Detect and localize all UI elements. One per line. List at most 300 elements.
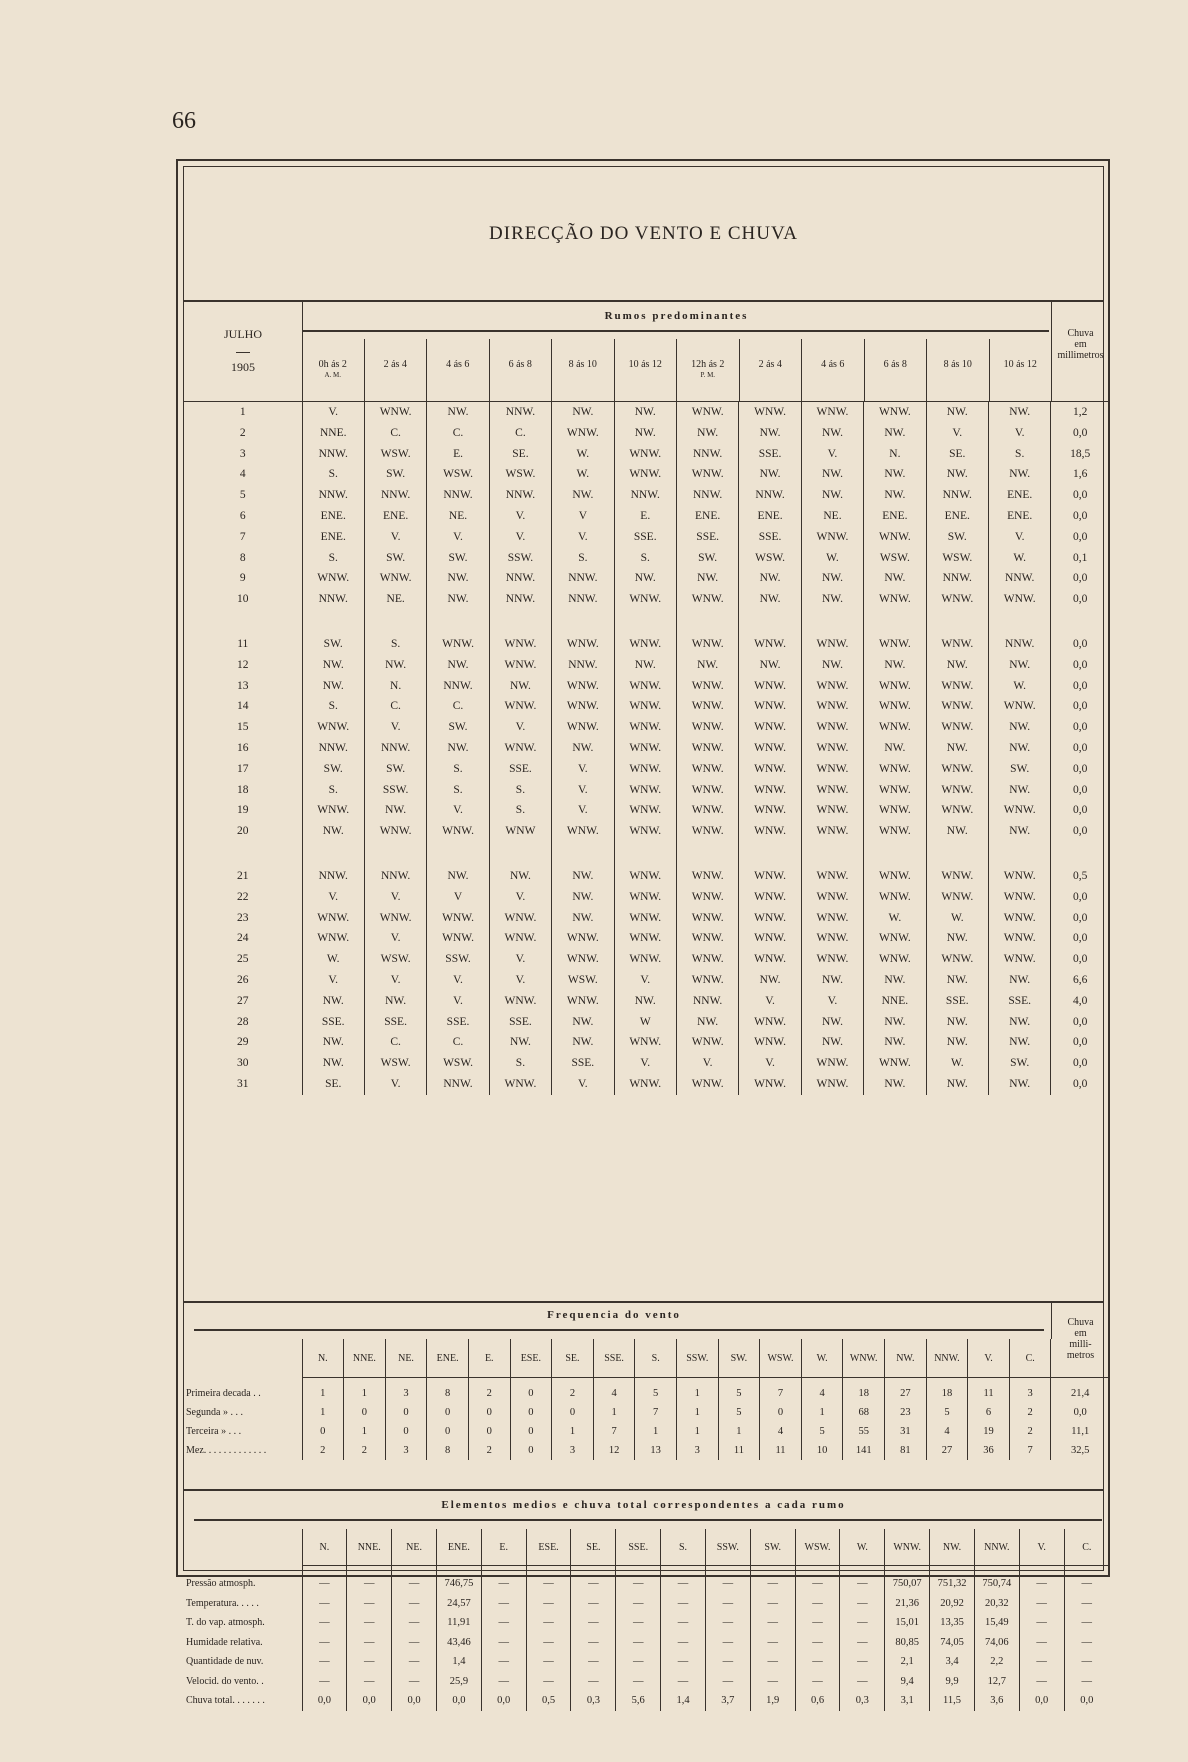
gap-cell <box>614 842 676 866</box>
element-value-cell: — <box>392 1672 437 1692</box>
time-column-header <box>552 339 615 401</box>
direction-cell: NW. <box>364 991 426 1012</box>
direction-cell: SSE. <box>614 527 676 548</box>
direction-cell: SW. <box>926 527 988 548</box>
day-cell: 8 <box>239 551 246 564</box>
direction-cell: NNW. <box>489 402 551 423</box>
gap-cell <box>801 610 863 634</box>
frequency-cell: 3 <box>1009 1378 1051 1404</box>
frequency-cell: 7 <box>635 1403 677 1422</box>
element-value-cell: — <box>571 1594 616 1614</box>
element-value-cell: 74,06 <box>974 1633 1019 1653</box>
direction-cell: NW. <box>801 1032 863 1053</box>
rain-cell: 18,5 <box>1051 444 1109 465</box>
direction-cell: SW. <box>364 464 426 485</box>
element-value-cell: — <box>526 1633 571 1653</box>
table-row <box>184 676 1109 697</box>
element-value-cell: — <box>840 1652 885 1672</box>
month-divider <box>236 352 250 353</box>
element-value-cell: 0,6 <box>795 1691 840 1711</box>
direction-cell: C. <box>364 423 426 444</box>
direction-cell: WNW. <box>864 821 926 842</box>
direction-cell: SSE. <box>552 1053 614 1074</box>
element-value-cell: — <box>392 1594 437 1614</box>
element-value-cell: — <box>795 1652 840 1672</box>
direction-cell: WNW. <box>801 800 863 821</box>
direction-cell: SE. <box>489 444 551 465</box>
direction-cell: NW. <box>614 402 676 423</box>
direction-cell: SSE. <box>489 759 551 780</box>
direction-cell: WNW. <box>739 717 801 738</box>
direction-cell: NNW. <box>302 444 364 465</box>
time-column-header <box>927 339 990 401</box>
element-value-cell: — <box>302 1594 347 1614</box>
frequency-cell: 1 <box>344 1422 386 1441</box>
direction-cell: WNW. <box>302 717 364 738</box>
time-column-header <box>677 339 740 401</box>
direction-cell: WNW. <box>926 780 988 801</box>
frequency-cell: 11 <box>760 1441 802 1460</box>
element-value-cell: — <box>840 1566 885 1594</box>
direction-cell: NW. <box>864 423 926 444</box>
gap-cell <box>489 842 551 866</box>
element-value-cell: — <box>750 1652 795 1672</box>
element-value-cell: — <box>1064 1613 1109 1633</box>
direction-cell: E. <box>614 506 676 527</box>
element-value-cell: — <box>705 1672 750 1692</box>
element-value-cell: — <box>1019 1613 1064 1633</box>
direction-cell: SSE. <box>988 991 1050 1012</box>
direction-cell: WNW. <box>739 866 801 887</box>
element-value-cell: 5,6 <box>616 1691 661 1711</box>
direction-cell: WNW. <box>739 1074 801 1095</box>
direction-cell: WNW. <box>552 928 614 949</box>
direction-cell: NNW. <box>676 444 738 465</box>
direction-cell: WNW. <box>614 696 676 717</box>
direction-cell: WNW. <box>614 1074 676 1095</box>
direction-cell: NNW. <box>302 485 364 506</box>
frequency-cell: 2 <box>552 1378 594 1404</box>
direction-cell: W <box>614 1012 676 1033</box>
direction-cell: WNW. <box>739 759 801 780</box>
frequency-cell: 3 <box>676 1441 718 1460</box>
rain-cell: 1,2 <box>1051 402 1109 423</box>
direction-cell: WNW. <box>676 928 738 949</box>
element-value-cell: — <box>1064 1672 1109 1692</box>
direction-cell: WNW. <box>864 949 926 970</box>
direction-column-header: SSW. <box>676 1339 718 1378</box>
direction-cell: NW. <box>364 655 426 676</box>
direction-cell: WNW. <box>489 634 551 655</box>
element-value-cell: — <box>347 1652 392 1672</box>
table-row <box>184 1613 1109 1633</box>
direction-column-header: ESE. <box>526 1529 571 1566</box>
frequencia-title: Frequencia do vento <box>547 1309 681 1321</box>
day-cell: 13 <box>237 679 249 692</box>
element-value-cell: 15,01 <box>885 1613 930 1633</box>
direction-cell: SSW. <box>489 548 551 569</box>
direction-cell: NNW. <box>489 568 551 589</box>
time-column-header <box>865 339 928 401</box>
time-column-label: 8 ás 10 <box>943 359 972 370</box>
rain-cell: 11,1 <box>1051 1422 1109 1441</box>
element-value-cell: 13,35 <box>930 1613 975 1633</box>
direction-cell: NW. <box>801 970 863 991</box>
element-value-cell: — <box>616 1566 661 1594</box>
direction-cell: WNW. <box>801 908 863 929</box>
direction-cell: W. <box>302 949 364 970</box>
direction-cell: V. <box>364 527 426 548</box>
direction-cell: WNW. <box>676 676 738 697</box>
direction-cell: V. <box>552 1074 614 1095</box>
direction-cell: C. <box>427 696 489 717</box>
direction-cell: WNW. <box>739 887 801 908</box>
direction-cell: WNW. <box>926 887 988 908</box>
direction-cell: SSE. <box>926 991 988 1012</box>
frequency-cell: 0 <box>344 1403 386 1422</box>
elementos-section <box>184 1489 1103 1731</box>
frequency-cell: 31 <box>885 1422 927 1441</box>
direction-cell: NNW. <box>926 485 988 506</box>
gap-cell <box>988 842 1050 866</box>
element-value-cell: — <box>661 1613 706 1633</box>
direction-cell: V. <box>364 887 426 908</box>
direction-cell: SW. <box>364 759 426 780</box>
direction-cell: E. <box>427 444 489 465</box>
direction-column-header: SE. <box>571 1529 616 1566</box>
direction-cell: WSW. <box>926 548 988 569</box>
direction-cell: WSW. <box>364 949 426 970</box>
table-row <box>184 1566 1109 1594</box>
time-column-label: 10 ás 12 <box>628 359 662 370</box>
decade-gap <box>184 842 1109 866</box>
frequency-cell: 1 <box>676 1378 718 1404</box>
table-row <box>184 402 1109 423</box>
rain-cell: 0,0 <box>1051 800 1109 821</box>
element-value-cell: — <box>571 1633 616 1653</box>
direction-cell: NNW. <box>739 485 801 506</box>
element-value-cell: 74,05 <box>930 1633 975 1653</box>
element-value-cell: — <box>571 1566 616 1594</box>
table-row <box>184 696 1109 717</box>
element-value-cell: — <box>661 1594 706 1614</box>
table-inner-frame <box>183 166 1104 1707</box>
table-row <box>184 887 1109 908</box>
direction-cell: WSW. <box>427 1053 489 1074</box>
direction-cell: ENE. <box>364 506 426 527</box>
direction-cell: V. <box>801 444 863 465</box>
direction-cell: WNW. <box>676 866 738 887</box>
frequency-cell: 6 <box>968 1403 1010 1422</box>
table-row <box>184 527 1109 548</box>
direction-cell: NNW. <box>988 634 1050 655</box>
direction-cell: WNW. <box>926 800 988 821</box>
direction-cell: NW. <box>427 738 489 759</box>
time-column-label: 6 ás 8 <box>508 359 532 370</box>
element-value-cell: — <box>616 1613 661 1633</box>
row-label: T. do vap. atmosph. <box>186 1617 265 1629</box>
direction-cell: S. <box>302 696 364 717</box>
time-column-label: 12h ás 2 <box>691 359 725 370</box>
direction-cell: WNW. <box>739 949 801 970</box>
direction-column-header: WSW. <box>760 1339 802 1378</box>
element-value-cell: — <box>616 1672 661 1692</box>
direction-cell: WNW. <box>552 634 614 655</box>
direction-cell: WNW. <box>552 821 614 842</box>
direction-cell: NW. <box>302 676 364 697</box>
rain-cell: 0,0 <box>1051 506 1109 527</box>
direction-cell: NW. <box>801 1012 863 1033</box>
direction-cell: ENE. <box>302 527 364 548</box>
frequency-cell: 5 <box>718 1378 760 1404</box>
time-column-header <box>990 339 1052 401</box>
day-cell: 16 <box>237 741 249 754</box>
direction-cell: WNW. <box>676 800 738 821</box>
direction-cell: WNW. <box>864 800 926 821</box>
direction-cell: NW. <box>988 970 1050 991</box>
direction-cell: WNW. <box>427 634 489 655</box>
direction-cell: SW. <box>427 717 489 738</box>
table-row <box>184 949 1109 970</box>
direction-cell: S. <box>364 634 426 655</box>
direction-column-header: W. <box>801 1339 843 1378</box>
frequency-cell: 7 <box>760 1378 802 1404</box>
element-value-cell: 11,91 <box>436 1613 481 1633</box>
direction-cell: S. <box>302 548 364 569</box>
elementos-brace <box>194 1519 1102 1521</box>
direction-cell: W. <box>926 1053 988 1074</box>
table-row <box>184 1652 1109 1672</box>
direction-cell: NW. <box>302 1053 364 1074</box>
day-cell: 31 <box>237 1077 249 1090</box>
element-value-cell: — <box>481 1613 526 1633</box>
direction-cell: V. <box>302 970 364 991</box>
direction-cell: WNW. <box>801 1053 863 1074</box>
direction-cell: WNW. <box>614 928 676 949</box>
direction-cell: NW. <box>926 655 988 676</box>
element-value-cell: — <box>705 1594 750 1614</box>
direction-cell: WNW. <box>614 780 676 801</box>
rain-cell: 0,0 <box>1051 589 1109 610</box>
direction-column-header: WSW. <box>795 1529 840 1566</box>
direction-cell: NW. <box>926 1012 988 1033</box>
rain-cell: 0,0 <box>1051 949 1109 970</box>
direction-cell: WNW. <box>988 887 1050 908</box>
direction-cell: WSW. <box>864 548 926 569</box>
table-row <box>184 548 1109 569</box>
direction-cell: WNW. <box>926 717 988 738</box>
rain-cell: 0,0 <box>1051 568 1109 589</box>
direction-cell: NW. <box>926 970 988 991</box>
direction-cell: WNW. <box>614 949 676 970</box>
direction-cell: NW. <box>427 589 489 610</box>
element-value-cell: — <box>481 1633 526 1653</box>
element-value-cell: — <box>481 1566 526 1594</box>
direction-cell: WNW. <box>489 991 551 1012</box>
direction-cell: NW. <box>489 676 551 697</box>
element-value-cell: — <box>302 1633 347 1653</box>
direction-cell: V. <box>739 1053 801 1074</box>
direction-cell: NW. <box>801 655 863 676</box>
table-row <box>184 485 1109 506</box>
day-cell: 5 <box>239 489 246 502</box>
gap-cell <box>676 842 738 866</box>
frequency-cell: 2 <box>302 1441 344 1460</box>
direction-column-header: S. <box>661 1529 706 1566</box>
element-value-cell: 2,1 <box>885 1652 930 1672</box>
direction-cell: WNW. <box>864 717 926 738</box>
time-column-period: P. M. <box>700 371 716 379</box>
direction-cell: WNW. <box>801 949 863 970</box>
row-label: Temperatura. . . . . <box>186 1597 259 1609</box>
direction-cell: NW. <box>489 866 551 887</box>
direction-cell: WNW. <box>864 696 926 717</box>
direction-column-header: W. <box>840 1529 885 1566</box>
direction-cell: WNW. <box>489 655 551 676</box>
element-value-cell: 0,0 <box>347 1691 392 1711</box>
direction-cell: NNW. <box>302 738 364 759</box>
direction-cell: WNW. <box>801 527 863 548</box>
direction-cell: S. <box>552 548 614 569</box>
direction-cell: NW. <box>864 655 926 676</box>
direction-cell: S. <box>489 1053 551 1074</box>
frequency-cell: 18 <box>926 1378 968 1404</box>
table-row <box>184 928 1109 949</box>
row-label: Pressão atmosph. <box>186 1578 256 1589</box>
direction-cell: NW. <box>864 485 926 506</box>
month-header <box>184 302 303 401</box>
direction-column-header: N. <box>302 1339 344 1378</box>
table-row <box>184 1672 1109 1692</box>
direction-cell: WNW. <box>614 738 676 759</box>
rain-header-line: milli- <box>1069 1339 1092 1350</box>
direction-cell: WNW. <box>676 821 738 842</box>
element-value-cell: — <box>1064 1633 1109 1653</box>
element-value-cell: 80,85 <box>885 1633 930 1653</box>
gap-cell <box>1051 610 1109 634</box>
gap-cell <box>926 842 988 866</box>
element-value-cell: — <box>795 1633 840 1653</box>
direction-cell: NW. <box>676 655 738 676</box>
day-cell: 24 <box>237 932 249 945</box>
direction-column-header: E. <box>481 1529 526 1566</box>
element-value-cell: — <box>795 1613 840 1633</box>
element-value-cell: — <box>750 1613 795 1633</box>
direction-cell: WNW. <box>864 402 926 423</box>
table-row <box>184 866 1109 887</box>
frequencia-brace <box>194 1329 1044 1331</box>
table-row <box>184 1378 1109 1404</box>
direction-column-header: SE. <box>552 1339 594 1378</box>
rain-cell: 0,0 <box>1051 696 1109 717</box>
element-value-cell: 21,36 <box>885 1594 930 1614</box>
direction-cell: NW. <box>926 738 988 759</box>
direction-cell: WNW. <box>864 780 926 801</box>
direction-cell: SSE. <box>364 1012 426 1033</box>
rain-cell: 0,0 <box>1051 423 1109 444</box>
element-value-cell: — <box>1019 1566 1064 1594</box>
direction-cell: C. <box>427 423 489 444</box>
rain-cell: 0,0 <box>1051 1032 1109 1053</box>
direction-cell: C. <box>489 423 551 444</box>
frequency-cell: 2 <box>468 1441 510 1460</box>
rain-cell: 32,5 <box>1051 1441 1109 1460</box>
element-value-cell: — <box>840 1633 885 1653</box>
direction-cell: NW. <box>552 1032 614 1053</box>
direction-cell: V. <box>552 527 614 548</box>
element-value-cell: — <box>302 1566 347 1594</box>
day-cell: 2 <box>239 426 246 439</box>
element-value-cell: — <box>750 1672 795 1692</box>
frequency-cell: 4 <box>760 1422 802 1441</box>
frequency-cell: 3 <box>552 1441 594 1460</box>
direction-cell: NW. <box>676 568 738 589</box>
direction-cell: WNW. <box>427 928 489 949</box>
rain-cell: 0,0 <box>1051 821 1109 842</box>
table-row <box>184 655 1109 676</box>
rain-cell: 0,1 <box>1051 548 1109 569</box>
table-row <box>184 444 1109 465</box>
element-value-cell: — <box>347 1672 392 1692</box>
direction-cell: WNW. <box>489 696 551 717</box>
direction-cell: NW. <box>427 866 489 887</box>
element-value-cell: — <box>347 1594 392 1614</box>
frequency-cell: 0 <box>427 1422 469 1441</box>
frequencia-table <box>184 1339 1109 1460</box>
direction-column-header: NNE. <box>347 1529 392 1566</box>
direction-cell: NW. <box>926 1032 988 1053</box>
gap-cell <box>427 842 489 866</box>
day-cell: 9 <box>239 572 246 585</box>
direction-cell: S. <box>302 464 364 485</box>
direction-column-header: NNW. <box>974 1529 1019 1566</box>
table-row <box>184 1032 1109 1053</box>
frequency-cell: 1 <box>344 1378 386 1404</box>
element-value-cell: — <box>571 1613 616 1633</box>
direction-cell: NW. <box>988 464 1050 485</box>
direction-cell: WNW <box>489 821 551 842</box>
element-value-cell: 1,9 <box>750 1691 795 1711</box>
day-cell: 29 <box>237 1036 249 1049</box>
rain-header-line: Chuva <box>1067 328 1094 339</box>
element-value-cell: — <box>750 1633 795 1653</box>
direction-cell: WNW. <box>676 634 738 655</box>
direction-cell: ENE. <box>739 506 801 527</box>
frequency-cell: 11 <box>968 1378 1010 1404</box>
direction-column-header: SW. <box>750 1529 795 1566</box>
direction-cell: WNW. <box>926 759 988 780</box>
frequency-cell: 0 <box>510 1378 552 1404</box>
element-value-cell: 0,0 <box>302 1691 347 1711</box>
table-row <box>184 970 1109 991</box>
direction-cell: NW. <box>739 568 801 589</box>
rain-cell: 0,0 <box>1051 634 1109 655</box>
direction-cell: NE. <box>364 589 426 610</box>
table-row <box>184 759 1109 780</box>
element-value-cell: 0,5 <box>526 1691 571 1711</box>
direction-cell: WNW. <box>926 696 988 717</box>
direction-cell: NNW. <box>676 991 738 1012</box>
frequency-cell: 0 <box>302 1422 344 1441</box>
direction-cell: WNW. <box>801 821 863 842</box>
direction-column-header: SSE. <box>616 1529 661 1566</box>
direction-cell: V. <box>427 800 489 821</box>
direction-cell: V. <box>801 991 863 1012</box>
time-column-label: 10 ás 12 <box>1003 359 1037 370</box>
direction-cell: WNW. <box>614 717 676 738</box>
direction-cell: V. <box>552 759 614 780</box>
direction-cell: W. <box>552 444 614 465</box>
